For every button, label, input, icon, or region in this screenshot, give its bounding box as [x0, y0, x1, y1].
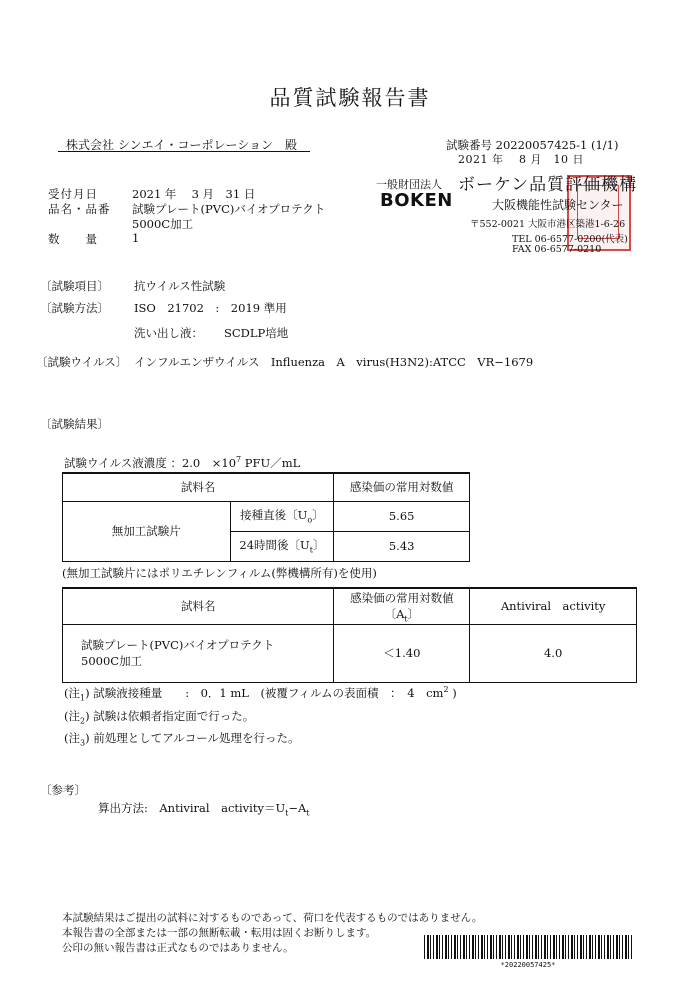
header-sample-name: 試料名 [63, 473, 334, 501]
calculation-formula: 算出方法: Antiviral $activity=U_t-A_t$ [98, 801, 310, 818]
product-label: 品名・品番 [48, 202, 111, 216]
virus-value: インフルエンザウイルス Influenza A virus(H3N2):ATCC VR−1679 [134, 355, 534, 369]
test-method-value: ISO 21702 : 2019 準用 [134, 301, 287, 315]
control-note: (無加工試験片にはポリエチレンフィルム(弊機構所有)を使用) [62, 566, 377, 580]
report-date: 2021 年 8 月 10 日 [458, 153, 584, 166]
report-title: 品質試験報告書 [269, 86, 431, 110]
virus-concentration: 試験ウイルス液濃度 ：2.0 $\times 10^7$ PFU／mL [64, 455, 301, 470]
header-log-value: 感染価の常用対数値 [334, 473, 470, 501]
quantity-value: 1 [132, 231, 140, 245]
results-label: 〔試験結果〕 [40, 417, 109, 431]
org-type: 一般財団法人 [376, 178, 442, 191]
test-item-value: 抗ウイルス性試験 [134, 279, 226, 293]
header-sample-name-2: 試料名 [63, 588, 334, 624]
note-2: (注$_2$) 試験は依頼者指定面で行った。 [64, 709, 255, 726]
sample-log-value: ＜1.40 [334, 624, 470, 682]
header-antiviral-activity: Antiviral activity [470, 588, 637, 624]
product-line2: 5000C加工 [132, 217, 194, 231]
org-name: ボーケン品質評価機構 [458, 175, 638, 195]
center-name: 大阪機能性試験センター [492, 198, 624, 212]
results-table-sample [62, 587, 637, 683]
sample-antiviral-activity: 4.0 [470, 624, 637, 682]
test-item-label: 〔試験項目〕 [40, 279, 109, 293]
footer-line-3: 公印の無い報告書は正式なものではありません。 [62, 942, 294, 954]
row-24h-value: 5.43 [334, 531, 470, 561]
results-table-control [62, 472, 470, 562]
header-log-value-2: 感染価の常用対数値 〔$A_t$〕 [334, 588, 470, 624]
org-address: 〒552-0021 大阪市港区築港1-6-26 [470, 219, 626, 230]
footer-line-1: 本試験結果はご提出の試料に対するものであって、荷口を代表するものではありません。 [62, 912, 483, 924]
recipient: 株式会社 シンエイ・コーポレーション 殿 [66, 138, 298, 152]
footer-line-2: 本報告書の全部または一部の無断転載・転用は固くお断りします。 [62, 927, 377, 939]
control-sample-name: 無加工試験片 [63, 501, 231, 561]
sample-name: 試験プレート(PVC)バイオプロテクト 5000C加工 [63, 624, 334, 682]
org-tel: TEL 06-6577-0200(代表) [512, 234, 628, 245]
barcode-text: *20220057425* [500, 961, 556, 969]
row-immediate-label: 接種直後〔$U_o$〕 [230, 501, 334, 531]
virus-label: 〔試験ウイルス〕 [36, 355, 128, 369]
row-24h-label: 24時間後〔$U_t$〕 [230, 531, 334, 561]
org-fax: FAX 06-6577-0210 [512, 244, 602, 255]
barcode [424, 935, 632, 959]
received-label: 受付月日 [48, 187, 98, 201]
note-1: (注$_1$) 試験液接種量 : 0．1 mL (被覆フィルムの表面積 ： 4 $cm^2$ ) [64, 685, 457, 703]
wash-label: 洗い出し液： [134, 326, 203, 340]
note-3: (注$_3$) 前処理としてアルコール処理を行った。 [64, 731, 300, 748]
quantity-label: 数 量 [48, 232, 98, 246]
product-line1: 試験プレート(PVC)バイオプロテクト [132, 202, 326, 216]
test-method-label: 〔試験方法〕 [40, 301, 109, 315]
reference-label: 〔参考〕 [40, 783, 86, 797]
wash-value: SCDLP培地 [224, 326, 289, 340]
boken-logo: BOKEN [380, 190, 453, 211]
report-number: 試験番号 20220057425-1 (1/1) [446, 138, 619, 152]
received-value: 2021 年 3 月 31 日 [132, 187, 256, 201]
row-immediate-value: 5.65 [334, 501, 470, 531]
recipient-underline [58, 151, 310, 152]
